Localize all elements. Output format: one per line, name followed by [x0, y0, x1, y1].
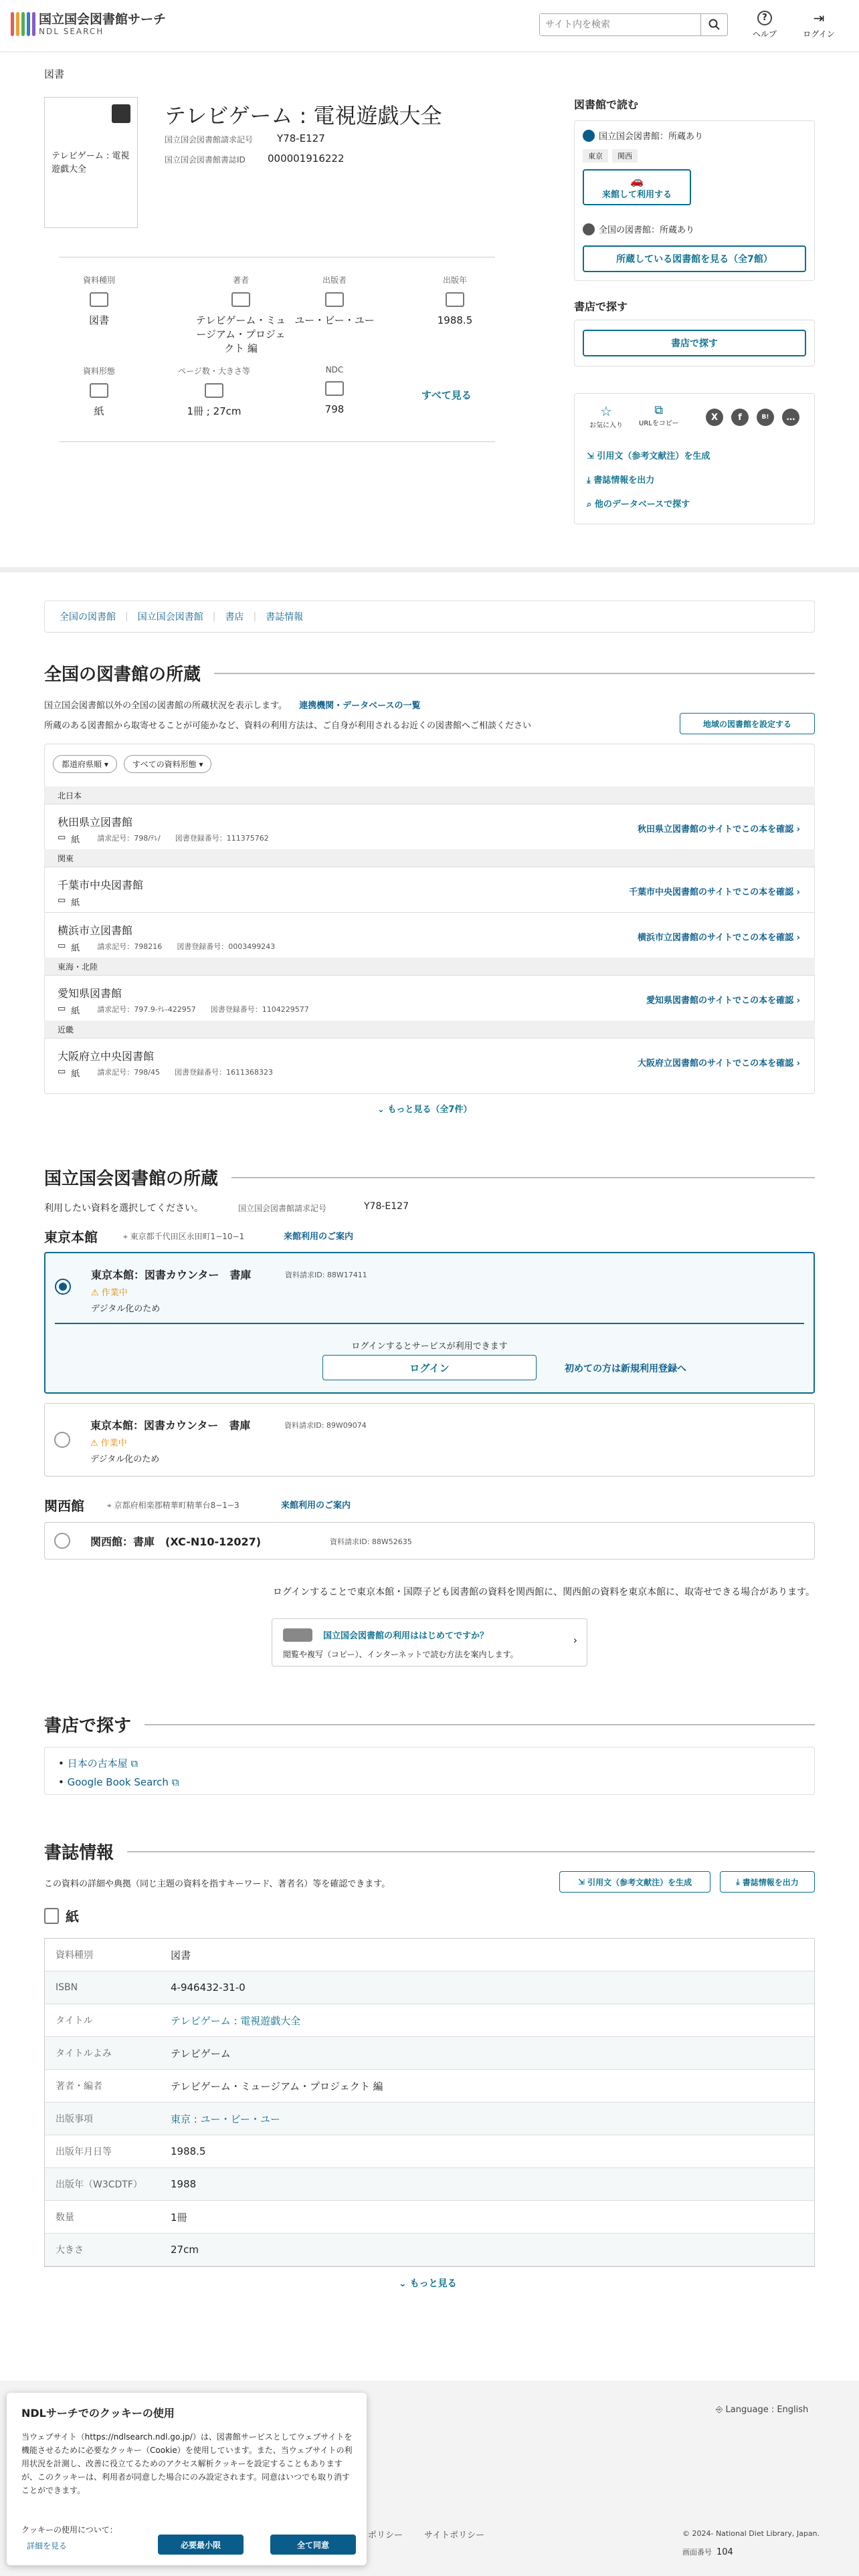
- cite-link[interactable]: ⇲ 引用文（参考文献注）を生成: [587, 451, 710, 461]
- help-button[interactable]: ? ヘルプ: [748, 11, 781, 39]
- page-number: 画面番号 104: [682, 2547, 733, 2557]
- meta-label: 資料種別: [82, 276, 115, 285]
- library-site-link[interactable]: 秋田県立図書館のサイトでこの本を確認 ›: [638, 825, 800, 835]
- biblio-key: 出版年（W3CDTF）: [56, 2179, 142, 2190]
- library-site-link[interactable]: 横浜市立図書館のサイトでこの本を確認 ›: [638, 933, 800, 943]
- biblio-row: [45, 2201, 814, 2234]
- transfer-note: ログインすることで東京本館・国際子ども図書館の資料を関西館に、関西館の資料を東京本館に、取寄せできる場合があります。: [272, 1587, 815, 1598]
- library-form: 紙: [71, 898, 80, 908]
- paper-icon: [44, 1908, 59, 1924]
- meta-label: 出版者: [322, 276, 347, 285]
- cookie-banner: [7, 2393, 367, 2565]
- see-all-link[interactable]: すべて見る: [421, 389, 472, 401]
- kansai-address: ⌖ 京都府相楽郡精華町精華台8−1−3: [107, 1501, 240, 1510]
- share-box: [574, 393, 815, 524]
- biblio-value: 1988: [171, 2178, 197, 2190]
- meta-label: 資料形態: [82, 366, 115, 376]
- region-header: 近畿: [44, 1021, 815, 1038]
- meta-label: 著者: [232, 276, 249, 285]
- biblio-row: [45, 2135, 814, 2168]
- call-number-label: 国立国会図書館請求記号: [165, 135, 254, 144]
- meta-value: 798: [324, 403, 345, 415]
- library-reg: 図書登録番号：111375762: [175, 834, 269, 843]
- item-id: 資料請求ID: 88W52635: [330, 1537, 412, 1546]
- star-icon: ☆: [600, 403, 612, 419]
- login-note: ログインするとサービスが利用できます: [351, 1341, 508, 1352]
- library-row: [44, 975, 815, 1021]
- calendar-icon: [446, 292, 464, 307]
- search-button[interactable]: [700, 14, 727, 35]
- footer-site-policy[interactable]: サイトポリシー: [424, 2531, 485, 2541]
- biblio-value: 1988.5: [171, 2145, 206, 2157]
- tokyo-title: 東京本館: [44, 1229, 98, 1245]
- library-name: 秋田県立図書館: [58, 816, 133, 829]
- library-reg: 図書登録番号：1104229577: [210, 1005, 309, 1014]
- shops-heading: 書店で探す: [44, 1712, 815, 1737]
- language-switch[interactable]: ⎆ Language : English: [716, 2405, 809, 2415]
- cookie-body: 当ウェブサイト（https://ndlsearch.ndl.go.jp/）は、図書館サービスとしてウェブサイトを機能させるために必要なクッキー（Cookie）を使用しています。また、当ウェブサイトの利用状況を計測し、改善に役立てるためのアクセス解析クッキーを設定することもありますが、このクッキーは、利用者が同意した場合にのみ設定されます。同意はいつでも取り消すことができます。: [21, 2432, 353, 2495]
- cookie-question: クッキーの使用について：: [21, 2525, 118, 2535]
- shop-search-button[interactable]: 書店で探す: [583, 330, 806, 356]
- biblio-key: タイトル: [56, 2016, 93, 2026]
- car-icon: 🚗: [630, 175, 644, 187]
- register-link[interactable]: 初めての方は新規利用登録へ: [565, 1364, 686, 1374]
- site-subtitle: NDL SEARCH: [39, 27, 104, 36]
- ndl-holding-status: 国立国会図書館：所蔵あり: [599, 132, 704, 142]
- library-name: 千葉市中央図書館: [58, 879, 144, 891]
- read-in-library-title: 図書館で読む: [574, 98, 639, 111]
- meta-label: ページ数・大きさ等: [178, 366, 250, 376]
- item-note: デジタル化のため: [91, 1304, 161, 1314]
- search-icon: [708, 19, 721, 31]
- anchor-ndl[interactable]: 国立国会図書館: [137, 612, 203, 623]
- shops-box: • 日本の古本屋 ⧉ • Google Book Search ⧉: [44, 1747, 815, 1795]
- item-id: 資料請求ID: 89W09074: [284, 1421, 367, 1430]
- anchor-national[interactable]: 全国の図書館: [60, 612, 116, 623]
- search-box: [539, 13, 728, 36]
- footer-policy[interactable]: ポリシー: [368, 2531, 403, 2541]
- bib-id: 000001916222: [268, 152, 345, 165]
- radio-unselected[interactable]: [54, 1432, 70, 1448]
- copyright: © 2024- National Diet Library, Japan.: [682, 2529, 820, 2538]
- x-share-icon[interactable]: X: [706, 409, 723, 426]
- tag-tokyo: 東京: [583, 149, 608, 163]
- login-button-main[interactable]: ログイン: [322, 1355, 537, 1380]
- library-call: 請求記号：798216: [97, 942, 163, 951]
- line-share-icon[interactable]: …: [782, 409, 799, 426]
- biblio-row: [45, 2168, 814, 2201]
- login-button[interactable]: ⇥ ログイン: [799, 11, 839, 39]
- paper-icon: ▭: [58, 1067, 66, 1077]
- region-header: 関東: [44, 849, 815, 867]
- tokyo-address: ⌖ 東京都千代田区永田町1−10−1: [123, 1232, 245, 1241]
- meta-value: ユー・ビー・ユー: [294, 314, 375, 326]
- biblio-key: ISBN: [56, 1982, 78, 1993]
- search-input[interactable]: [540, 14, 700, 35]
- biblio-more-link[interactable]: ⌄ もっと見る: [399, 2278, 457, 2289]
- site-header: [0, 0, 859, 52]
- bib-id-label: 国立国会図書館書誌ID: [165, 155, 246, 165]
- material-form-select[interactable]: すべての資料形態 ▾: [124, 755, 212, 773]
- library-call: 請求記号：797.9-ﾃﾚ-422957: [97, 1005, 196, 1014]
- book-icon: [112, 104, 130, 123]
- paper-icon: ▭: [58, 895, 66, 905]
- ndl-item-selected[interactable]: [44, 1252, 815, 1394]
- ndl-item-2[interactable]: [44, 1403, 815, 1477]
- library-site-link[interactable]: 千葉市中央図書館のサイトでこの本を確認 ›: [629, 887, 800, 897]
- national-desc2: 所蔵のある図書館から取寄せることが可能かなど、資料の利用方法は、ご自身が利用されるお近くの図書館へご相談ください: [44, 721, 532, 731]
- library-name: 横浜市立図書館: [58, 924, 133, 937]
- biblio-row: [45, 2103, 814, 2135]
- cookie-necessary-button[interactable]: 必要最小限: [158, 2535, 244, 2555]
- meta-value: テレビゲーム・ミュージアム・プロジェクト 編: [195, 314, 286, 354]
- region-header: 東海・北陸: [44, 958, 815, 975]
- library-form: 紙: [71, 944, 80, 954]
- book-thumbnail: テレビゲーム : 電視遊戯大全: [44, 97, 138, 228]
- paper-icon: ▭: [58, 941, 66, 951]
- hatena-share-icon[interactable]: B!: [757, 409, 774, 426]
- section-divider: [0, 567, 859, 572]
- meta-0: [52, 274, 146, 328]
- copy-icon: ⧉: [654, 403, 664, 417]
- national-heading: 全国の図書館の所蔵: [44, 661, 815, 685]
- person-icon: [231, 292, 250, 307]
- biblio-desc: この資料の詳細や典拠（同じ主題の資料を指すキーワード、著者名）等を確認できます。: [44, 1879, 391, 1889]
- library-reg: 図書登録番号：0003499243: [177, 942, 276, 951]
- library-name: 愛知県図書館: [58, 987, 122, 1000]
- chevron-right-icon: ›: [573, 1634, 577, 1646]
- cite-button[interactable]: ⇲ 引用文（参考文献注）を生成: [559, 1871, 710, 1893]
- library-name: 大阪府立中央図書館: [58, 1050, 155, 1063]
- biblio-key: 資料種別: [56, 1950, 93, 1961]
- paper-icon: ▭: [58, 833, 66, 843]
- ndl-call-value: Y78-E127: [364, 1201, 409, 1212]
- meta-5: [167, 365, 261, 419]
- region-header: 北日本: [44, 786, 815, 804]
- shop-link-kosho[interactable]: 日本の古本屋: [67, 1757, 128, 1769]
- shop-title: 書店で探す: [574, 300, 628, 313]
- cookie-detail-link[interactable]: 詳細を見る: [27, 2541, 68, 2551]
- call-number: Y78-E127: [277, 132, 325, 144]
- paper-icon: ▭: [58, 1004, 66, 1014]
- item-title: 東京本館：図書カウンター 書庫: [91, 1269, 252, 1281]
- item-status: ⚠ 作業中: [90, 1438, 127, 1448]
- tag-kansai: 関西: [612, 149, 638, 163]
- library-form: 紙: [71, 1069, 80, 1079]
- library-form: 紙: [71, 1006, 80, 1016]
- biblio-value[interactable]: テレビゲーム : 電視遊戯大全: [171, 2014, 301, 2027]
- item-id: 資料請求ID: 88W17411: [285, 1271, 367, 1279]
- library-icon: [583, 223, 595, 235]
- shop-link-google[interactable]: Google Book Search: [67, 1776, 169, 1788]
- shop-box: [574, 320, 815, 366]
- site-title[interactable]: 国立国会図書館サーチ: [39, 12, 167, 27]
- meta-label: NDC: [325, 365, 344, 374]
- biblio-form-title: 紙: [44, 1906, 79, 1925]
- biblio-row: [45, 1939, 814, 1971]
- cookie-title: NDLサーチでのクッキーの使用: [21, 2407, 175, 2420]
- meta-label: 出版年: [442, 276, 467, 285]
- page-title: テレビゲーム : 電視遊戯大全: [165, 103, 442, 128]
- ndl-desc: 利用したい資料を選択してください。: [44, 1203, 203, 1214]
- meta-1: [194, 274, 288, 356]
- first-time-guide[interactable]: 国立国会図書館の利用ははじめてですか？ 閲覧や複写（コピー）、インターネットで読む方法を案内します。 ›: [272, 1618, 587, 1667]
- breadcrumb: 全国の図書館 | 国立国会図書館 | 書店 | 書誌情報: [44, 601, 815, 633]
- biblio-value: テレビゲーム・ミュージアム・プロジェクト 編: [171, 2080, 383, 2092]
- biblio-key: 出版事項: [56, 2114, 93, 2125]
- prefecture-sort-select[interactable]: 都道府県順 ▾: [53, 755, 117, 773]
- ndc-icon: [325, 381, 344, 396]
- biblio-value: 27cm: [171, 2244, 199, 2256]
- bus-icon: [283, 1628, 312, 1642]
- ndl-call-label: 国立国会図書館請求記号: [238, 1204, 327, 1213]
- kansai-title: 関西館: [44, 1498, 84, 1514]
- other-db-link[interactable]: ⌕ 他のデータベースで探す: [587, 500, 690, 510]
- meta-value: 1冊 ; 27cm: [187, 405, 242, 417]
- anchor-shop[interactable]: 書店: [225, 612, 244, 623]
- biblio-key: 出版年月日等: [56, 2147, 112, 2157]
- partner-db-link[interactable]: 連携機関・データベースの一覧: [299, 701, 421, 711]
- ndl-logo-icon[interactable]: [11, 12, 35, 36]
- biblio-key: 数量: [56, 2212, 74, 2223]
- item-note: デジタル化のため: [90, 1455, 160, 1465]
- item-title: 関西館：書庫 (XC-N10-12027): [90, 1535, 262, 1548]
- biblio-table: [44, 1938, 815, 2267]
- meta-6: [288, 365, 381, 417]
- copy-url-button[interactable]: ⧉ URLをコピー: [639, 403, 679, 427]
- building-icon: [325, 292, 344, 307]
- national-desc: 国立国会図書館以外の全国の図書館の所蔵状況を表示します。 連携機関・データベースの一覧: [44, 701, 421, 711]
- holdings-box: [574, 120, 815, 281]
- meta-2: [288, 274, 381, 328]
- paper-icon: [90, 383, 108, 398]
- library-site-link[interactable]: 愛知県図書館のサイトでこの本を確認 ›: [646, 996, 800, 1006]
- library-form: 紙: [71, 835, 80, 845]
- library-row: [44, 867, 815, 912]
- biblio-heading: 書誌情報: [44, 1839, 815, 1864]
- ruler-icon: [205, 383, 223, 398]
- export-link[interactable]: ⤓ 書誌情報を出力: [587, 475, 655, 486]
- library-reg: 図書登録番号：1611368323: [175, 1068, 274, 1077]
- ndl-heading: 国立国会図書館の所蔵: [44, 1165, 815, 1190]
- biblio-value: テレビゲーム: [171, 2047, 231, 2060]
- favorite-button[interactable]: ☆ お気に入り: [589, 403, 623, 429]
- radio-unselected[interactable]: [54, 1533, 70, 1549]
- library-site-link[interactable]: 大阪府立図書館のサイトでこの本を確認 ›: [638, 1059, 800, 1069]
- meta-value: 紙: [94, 405, 104, 417]
- library-call: 請求記号：798/45: [97, 1068, 161, 1077]
- all-holding-status: 全国の図書館：所蔵あり: [599, 225, 695, 235]
- meta-value: 図書: [88, 314, 109, 326]
- tokyo-guide-link[interactable]: 来館利用のご案内: [284, 1232, 354, 1242]
- ndl-icon: [583, 130, 595, 142]
- biblio-value: 4-946432-31-0: [171, 1981, 246, 1994]
- show-libraries-button[interactable]: 所蔵している図書館を見る（全7館）: [583, 245, 806, 272]
- biblio-key: 大きさ: [56, 2245, 84, 2256]
- library-row: [44, 1038, 815, 1083]
- external-link-icon: ⧉: [130, 1757, 138, 1769]
- library-row: [44, 804, 815, 849]
- set-region-button[interactable]: 地域の図書館を設定する: [680, 713, 815, 734]
- item-title: 東京本館：図書カウンター 書庫: [90, 1419, 251, 1432]
- meta-value: 1988.5: [437, 314, 473, 326]
- library-row: [44, 912, 815, 958]
- library-call: 請求記号：798/ﾃﾚ/: [97, 834, 161, 843]
- item-status: ⚠ 作業中: [91, 1288, 128, 1298]
- biblio-value[interactable]: 東京 : ユー・ビー・ユー: [171, 2113, 280, 2125]
- external-link-icon: ⧉: [171, 1776, 179, 1788]
- record-category: 図書: [44, 68, 65, 80]
- biblio-key: タイトルよみ: [56, 2048, 112, 2059]
- help-icon: ?: [757, 11, 772, 25]
- kansai-guide-link[interactable]: 来館利用のご案内: [281, 1501, 351, 1511]
- meta-3: [408, 274, 502, 328]
- login-icon: ⇥: [813, 10, 825, 26]
- more-libraries-link[interactable]: ⌄ もっと見る（全7件）: [377, 1105, 472, 1115]
- cookie-accept-all-button[interactable]: 全て同意: [270, 2535, 356, 2555]
- meta-4: [52, 365, 146, 419]
- biblio-row: [45, 1971, 814, 2004]
- biblio-value: 図書: [171, 1949, 191, 1961]
- visit-library-button[interactable]: 🚗 来館して利用する: [583, 169, 691, 205]
- facebook-share-icon[interactable]: f: [731, 409, 749, 426]
- biblio-row: [45, 2070, 814, 2103]
- biblio-key: 著者・編者: [56, 2081, 102, 2092]
- biblio-row: [45, 2004, 814, 2037]
- radio-selected[interactable]: [55, 1279, 71, 1295]
- export-button[interactable]: ⤓ 書誌情報を出力: [720, 1871, 815, 1893]
- book-icon: [90, 292, 108, 307]
- anchor-biblio[interactable]: 書誌情報: [266, 612, 304, 623]
- ndl-item-3[interactable]: [44, 1522, 815, 1560]
- biblio-row: [45, 2234, 814, 2266]
- biblio-row: [45, 2037, 814, 2070]
- biblio-value: 1冊: [171, 2211, 187, 2224]
